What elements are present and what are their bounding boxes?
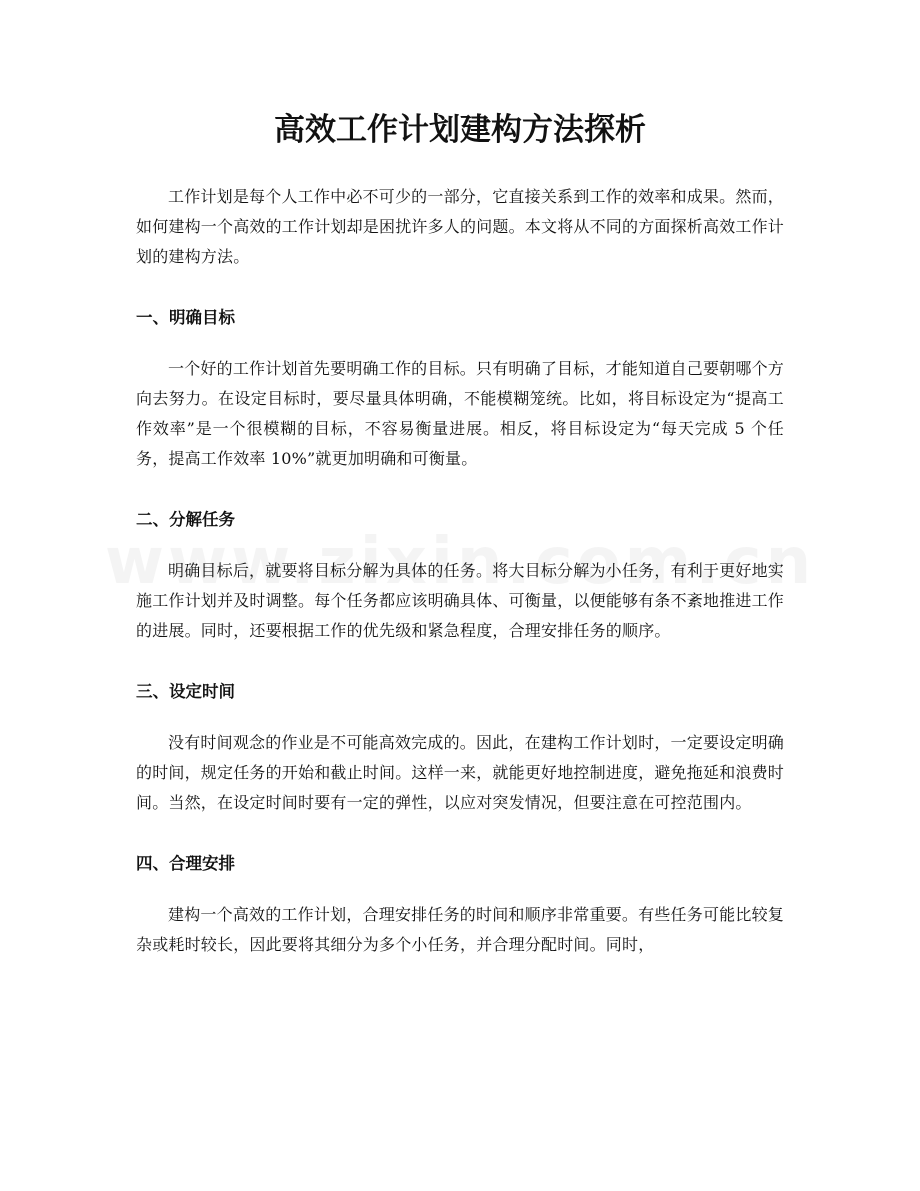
section-paragraph-4: 建构一个高效的工作计划，合理安排任务的时间和顺序非常重要。有些任务可能比较复杂或耗时较长，因此要将其细分为多个小任务，并合理分配时间。同时， <box>136 905 784 954</box>
section-heading-2: 二、分解任务 <box>136 510 235 529</box>
section-heading-3: 三、设定时间 <box>136 682 235 701</box>
section-paragraph-2: 明确目标后，就要将目标分解为具体的任务。将大目标分解为小任务，有利于更好地实施工作计划并及时调整。每个任务都应该明确具体、可衡量，以便能够有条不紊地推进工作的进展。同时，还要根据工作的优先级和紧急程度，合理安排任务的顺序。 <box>136 561 785 640</box>
intro-paragraph: 工作计划是每个人工作中必不可少的一部分，它直接关系到工作的效率和成果。然而，如何建构一个高效的工作计划却是困扰许多人的问题。本文将从不同的方面探析高效工作计划的建构方法。 <box>136 187 785 266</box>
document-title: 高效工作计划建构方法探析 <box>274 112 646 148</box>
section-paragraph-3: 没有时间观念的作业是不可能高效完成的。因此，在建构工作计划时，一定要设定明确的时间，规定任务的开始和截止时间。这样一来，就能更好地控制进度，避免拖延和浪费时间。当然，在设定时间时要有一定的弹性，以应对突发情况，但要注意在可控范围内。 <box>136 733 785 812</box>
section-heading-4: 四、合理安排 <box>136 854 235 873</box>
section-paragraph-1: 一个好的工作计划首先要明确工作的目标。只有明确了目标，才能知道自己要朝哪个方向去努力。在设定目标时，要尽量具体明确，不能模糊笼统。比如，将目标设定为“提高工作效率”是一个很模糊的目标，不容易衡量进展。相反，将目标设定为“每天完成 5 个任务，提高工作效率 10%”就更加明确和可衡量。 <box>136 359 784 468</box>
section-heading-1: 一、明确目标 <box>136 308 235 327</box>
document-body <box>136 182 784 960</box>
